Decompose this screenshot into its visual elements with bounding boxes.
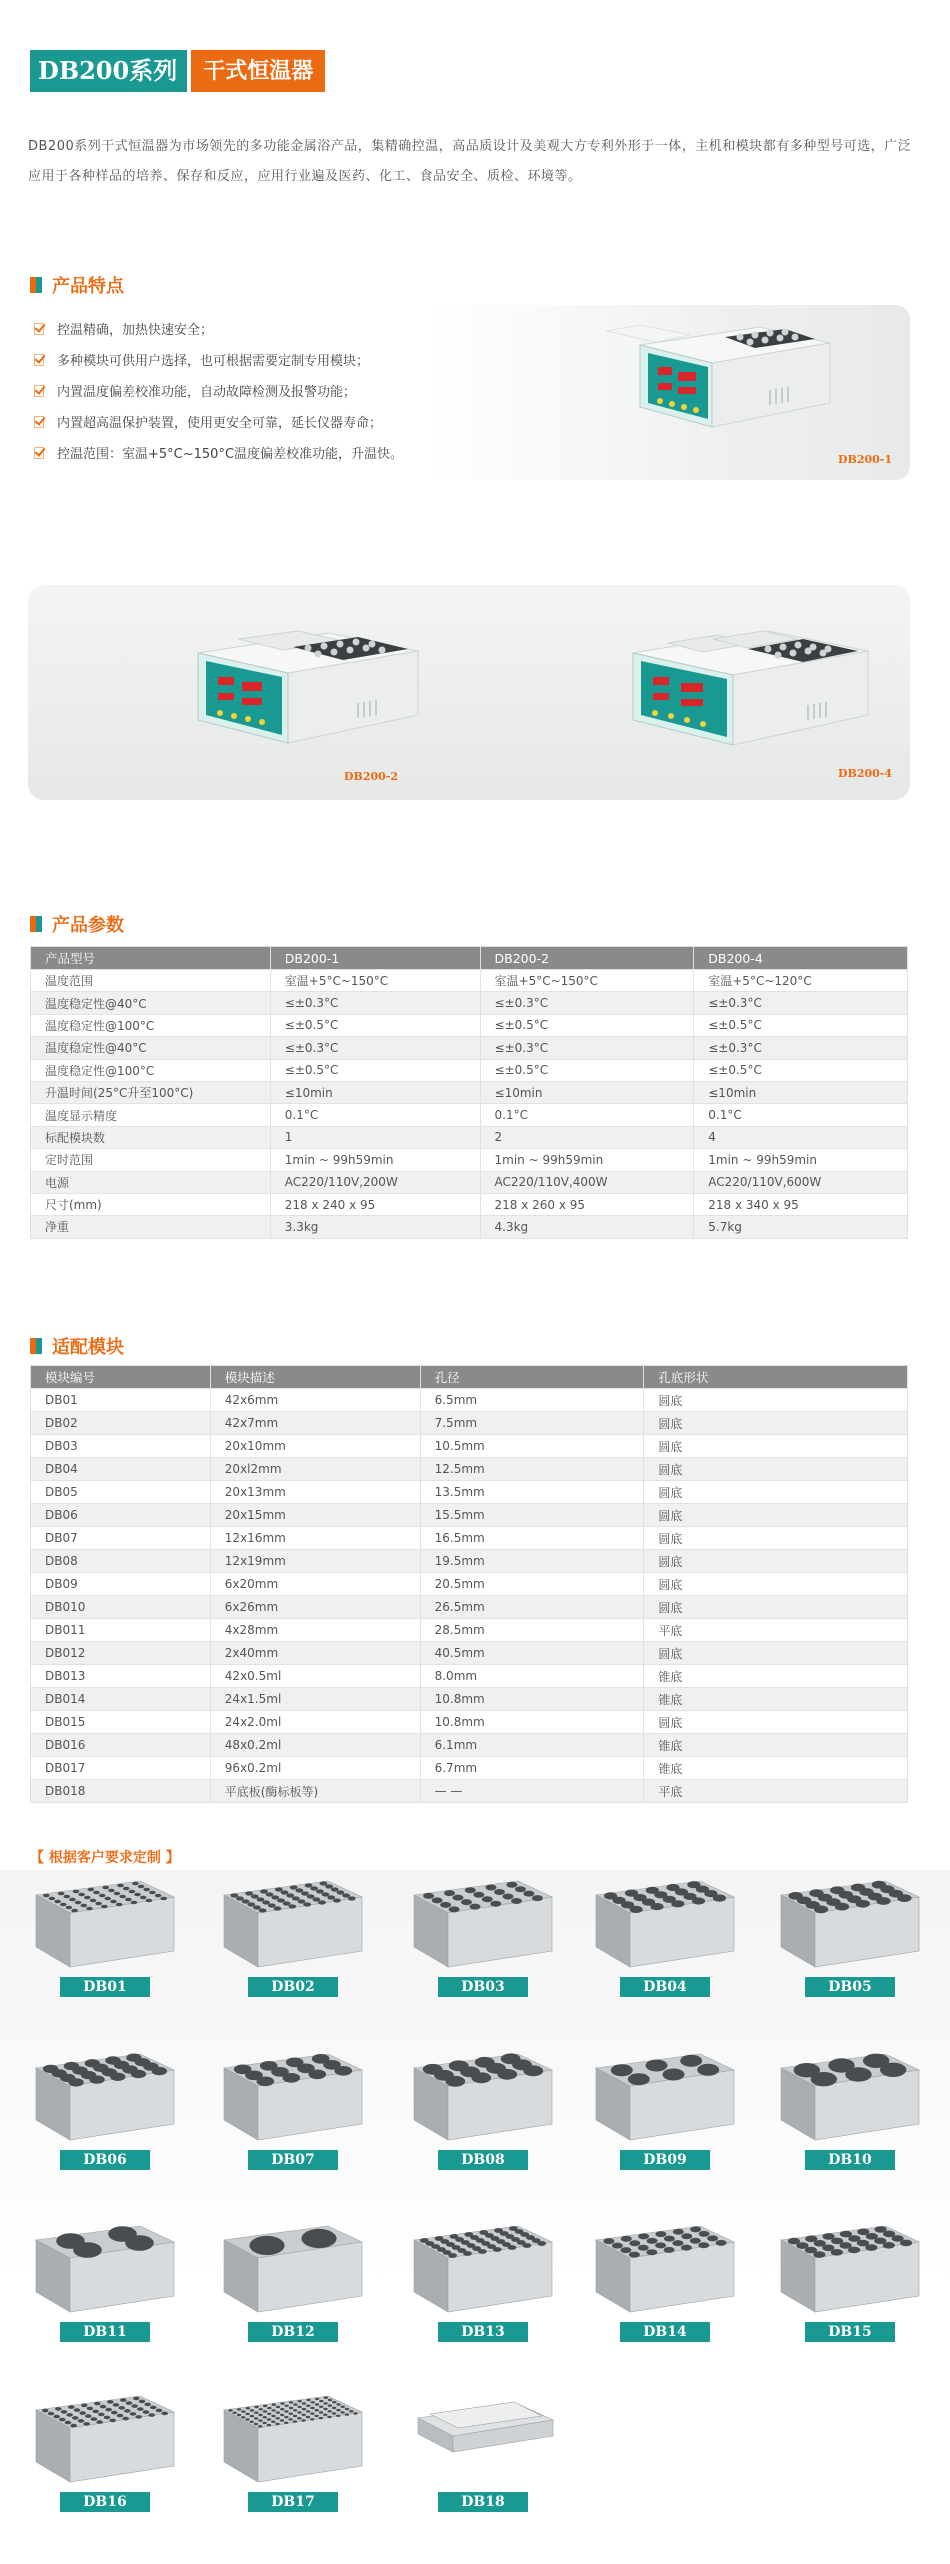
modules-row-cell: 20x10mm xyxy=(210,1435,420,1458)
module-block-label: DB10 xyxy=(805,2150,895,2170)
modules-row-cell: 20xl2mm xyxy=(210,1458,420,1481)
modules-row xyxy=(31,1596,908,1619)
module-block-image xyxy=(590,2220,740,2320)
checkbox-icon xyxy=(34,322,47,335)
module-block-label: DB16 xyxy=(60,2492,150,2512)
module-block-db08 xyxy=(408,2048,558,2173)
params-row-cell: ≤±0.3°C xyxy=(480,992,694,1014)
modules-title: 适配模块 xyxy=(52,1337,124,1358)
module-block-image xyxy=(775,1875,925,1975)
module-block-label: DB05 xyxy=(805,1977,895,1997)
modules-row-cell: 16.5mm xyxy=(420,1527,644,1550)
modules-row-cell: 96x0.2ml xyxy=(210,1757,420,1780)
module-block-db09 xyxy=(590,2048,740,2173)
modules-row xyxy=(31,1688,908,1711)
modules-row-cell: 12x19mm xyxy=(210,1550,420,1573)
module-block-image xyxy=(408,2390,558,2490)
modules-row-cell: 6.7mm xyxy=(420,1757,644,1780)
modules-row-cell: DB018 xyxy=(31,1780,211,1803)
model-label-db200-1: DB200-1 xyxy=(838,453,893,466)
module-block-image xyxy=(408,2048,558,2148)
module-block-label: DB17 xyxy=(248,2492,338,2512)
module-block-image xyxy=(30,2390,180,2490)
params-row-cell: 定时范围 xyxy=(31,1149,271,1171)
module-gallery xyxy=(0,1870,950,2564)
product-title: 干式恒温器 xyxy=(191,50,325,92)
params-row-cell: 1min ~ 99h59min xyxy=(694,1149,908,1171)
feature-item: 内置温度偏差校准功能，自动故障检测及报警功能； xyxy=(34,375,403,406)
params-title: 产品参数 xyxy=(52,915,124,936)
module-block-db12 xyxy=(218,2220,368,2345)
modules-row-cell: 锥底 xyxy=(644,1734,908,1757)
modules-row-cell: 平底 xyxy=(644,1780,908,1803)
module-block-label: DB18 xyxy=(438,2492,528,2512)
checkbox-icon xyxy=(34,384,47,397)
module-block-label: DB12 xyxy=(248,2322,338,2342)
feature-item: 控温精确，加热快速安全； xyxy=(34,313,403,344)
module-block-image xyxy=(408,1875,558,1975)
params-row xyxy=(31,1193,908,1215)
params-row xyxy=(31,1104,908,1126)
modules-row-cell: 20x13mm xyxy=(210,1481,420,1504)
params-row-cell: ≤±0.5°C xyxy=(694,1059,908,1081)
series-title: DB200系列 xyxy=(30,50,187,92)
modules-row-cell: 锥底 xyxy=(644,1688,908,1711)
module-block-image xyxy=(30,2220,180,2320)
checkbox-icon xyxy=(34,353,47,366)
module-block-image xyxy=(30,2048,180,2148)
modules-row-cell: DB014 xyxy=(31,1688,211,1711)
module-block-image xyxy=(408,2220,558,2320)
modules-row-cell: 28.5mm xyxy=(420,1619,644,1642)
features-title: 产品特点 xyxy=(52,276,124,297)
module-block-db06 xyxy=(30,2048,180,2173)
db200-1-device-image xyxy=(600,315,835,455)
params-row-cell: ≤10min xyxy=(694,1081,908,1103)
params-row-cell: 1min ~ 99h59min xyxy=(480,1149,694,1171)
modules-row xyxy=(31,1481,908,1504)
modules-row-cell: 圆底 xyxy=(644,1642,908,1665)
params-row-cell: 尺寸(mm) xyxy=(31,1193,271,1215)
modules-row-cell: 圆底 xyxy=(644,1550,908,1573)
modules-row-cell: DB02 xyxy=(31,1412,211,1435)
module-block-db03 xyxy=(408,1875,558,2000)
params-row-cell: 5.7kg xyxy=(694,1216,908,1238)
modules-row-cell: 26.5mm xyxy=(420,1596,644,1619)
params-row-cell: ≤±0.3°C xyxy=(270,1037,480,1059)
params-row-cell: 4 xyxy=(694,1126,908,1148)
module-block-label: DB04 xyxy=(620,1977,710,1997)
modules-row xyxy=(31,1458,908,1481)
params-row-cell: ≤10min xyxy=(480,1081,694,1103)
modules-row xyxy=(31,1711,908,1734)
modules-row-cell: DB012 xyxy=(31,1642,211,1665)
modules-row xyxy=(31,1619,908,1642)
modules-row-cell: DB05 xyxy=(31,1481,211,1504)
module-block-db18 xyxy=(408,2390,558,2515)
params-row-cell: 温度稳定性@100°C xyxy=(31,1014,271,1036)
modules-row xyxy=(31,1550,908,1573)
module-block-label: DB15 xyxy=(805,2322,895,2342)
module-block-image xyxy=(590,2048,740,2148)
modules-row xyxy=(31,1734,908,1757)
module-block-image xyxy=(30,1875,180,1975)
modules-row xyxy=(31,1573,908,1596)
params-row-cell: 1 xyxy=(270,1126,480,1148)
params-header-row: 产品型号 DB200-1 DB200-2 DB200-4 xyxy=(31,947,908,970)
params-row-cell: ≤±0.5°C xyxy=(694,1014,908,1036)
params-row-cell: 0.1°C xyxy=(270,1104,480,1126)
intro-paragraph: DB200系列干式恒温器为市场领先的多功能金属浴产品，集精确控温，高品质设计及美观大方专利外形于一体，主机和模块都有多种型号可选，广泛应用于各种样品的培养、保存和反应，应用行业遍及医药、化工、食品安全、质检、环境等。 xyxy=(28,139,912,184)
module-block-image xyxy=(775,2220,925,2320)
params-row-cell: 室温+5°C~120°C xyxy=(694,970,908,992)
section-marker-icon xyxy=(30,277,42,293)
params-row-cell: ≤±0.3°C xyxy=(270,992,480,1014)
modules-header-row: 模块编号 模块描述 孔径 孔底形状 xyxy=(31,1366,908,1389)
modules-row-cell: 圆底 xyxy=(644,1458,908,1481)
module-block-label: DB01 xyxy=(60,1977,150,1997)
params-row-cell: 1min ~ 99h59min xyxy=(270,1149,480,1171)
modules-row-cell: DB04 xyxy=(31,1458,211,1481)
module-block-label: DB06 xyxy=(60,2150,150,2170)
params-row xyxy=(31,1081,908,1103)
modules-row-cell: 圆底 xyxy=(644,1412,908,1435)
checkbox-icon xyxy=(34,415,47,428)
modules-row xyxy=(31,1780,908,1803)
modules-row-cell: 42x0.5ml xyxy=(210,1665,420,1688)
features-panel xyxy=(28,305,910,480)
db200-2-device-image xyxy=(168,625,428,765)
module-block-image xyxy=(218,1875,368,1975)
params-row-cell: ≤±0.5°C xyxy=(480,1014,694,1036)
params-row xyxy=(31,1216,908,1238)
params-row-cell: AC220/110V,200W xyxy=(270,1171,480,1193)
modules-row-cell: 10.8mm xyxy=(420,1688,644,1711)
modules-row-cell: 圆底 xyxy=(644,1573,908,1596)
module-block-image xyxy=(218,2390,368,2490)
modules-row xyxy=(31,1435,908,1458)
modules-row-cell: DB015 xyxy=(31,1711,211,1734)
features-heading xyxy=(30,272,124,298)
modules-row-cell: 圆底 xyxy=(644,1481,908,1504)
params-row-cell: 室温+5°C~150°C xyxy=(270,970,480,992)
module-block-db05 xyxy=(775,1875,925,2000)
modules-row-cell: 24x2.0ml xyxy=(210,1711,420,1734)
params-row xyxy=(31,1059,908,1081)
modules-row-cell: DB017 xyxy=(31,1757,211,1780)
modules-row-cell: 4x28mm xyxy=(210,1619,420,1642)
modules-row-cell: 10.5mm xyxy=(420,1435,644,1458)
params-row-cell: 3.3kg xyxy=(270,1216,480,1238)
features-list xyxy=(34,313,403,468)
modules-row-cell: 24x1.5ml xyxy=(210,1688,420,1711)
params-row-cell: 升温时间(25°C升至100°C) xyxy=(31,1081,271,1103)
params-heading xyxy=(30,911,124,937)
feature-item: 多种模块可供用户选择，也可根据需要定制专用模块； xyxy=(34,344,403,375)
params-row xyxy=(31,992,908,1014)
params-row-cell: ≤10min xyxy=(270,1081,480,1103)
module-block-label: DB08 xyxy=(438,2150,528,2170)
modules-row-cell: DB016 xyxy=(31,1734,211,1757)
params-row-cell: 218 x 260 x 95 xyxy=(480,1193,694,1215)
module-block-db07 xyxy=(218,2048,368,2173)
module-block-label: DB13 xyxy=(438,2322,528,2342)
params-row-cell: 218 x 240 x 95 xyxy=(270,1193,480,1215)
module-block-db15 xyxy=(775,2220,925,2345)
modules-row-cell: 20x15mm xyxy=(210,1504,420,1527)
modules-row xyxy=(31,1412,908,1435)
modules-row-cell: 平底 xyxy=(644,1619,908,1642)
modules-row-cell: DB01 xyxy=(31,1389,211,1412)
params-row-cell: AC220/110V,400W xyxy=(480,1171,694,1193)
modules-row xyxy=(31,1504,908,1527)
modules-row-cell: 圆底 xyxy=(644,1596,908,1619)
params-table xyxy=(30,946,908,1239)
params-row-cell: 温度范围 xyxy=(31,970,271,992)
module-block-label: DB07 xyxy=(248,2150,338,2170)
modules-row-cell: DB06 xyxy=(31,1504,211,1527)
modules-row-cell: DB08 xyxy=(31,1550,211,1573)
module-block-label: DB11 xyxy=(60,2322,150,2342)
module-block-db16 xyxy=(30,2390,180,2515)
modules-row-cell: DB010 xyxy=(31,1596,211,1619)
modules-row-cell: 6x20mm xyxy=(210,1573,420,1596)
modules-row-cell: 圆底 xyxy=(644,1504,908,1527)
modules-row-cell: DB07 xyxy=(31,1527,211,1550)
model-label-db200-2: DB200-2 xyxy=(344,770,399,783)
db200-4-device-image xyxy=(603,625,878,765)
params-row-cell: 室温+5°C~150°C xyxy=(480,970,694,992)
modules-row-cell: 15.5mm xyxy=(420,1504,644,1527)
modules-row-cell: 19.5mm xyxy=(420,1550,644,1573)
model-label-db200-4: DB200-4 xyxy=(838,767,893,780)
modules-heading xyxy=(30,1333,124,1359)
module-block-label: DB03 xyxy=(438,1977,528,1997)
params-row-cell: ≤±0.3°C xyxy=(480,1037,694,1059)
modules-row-cell: 42x6mm xyxy=(210,1389,420,1412)
modules-row-cell: 6x26mm xyxy=(210,1596,420,1619)
params-row-cell: 标配模块数 xyxy=(31,1126,271,1148)
params-row xyxy=(31,1149,908,1171)
checkbox-icon xyxy=(34,446,47,459)
modules-row-cell: 13.5mm xyxy=(420,1481,644,1504)
modules-row-cell: 平底板(酶标板等) xyxy=(210,1780,420,1803)
modules-row xyxy=(31,1642,908,1665)
modules-row-cell: 42x7mm xyxy=(210,1412,420,1435)
params-row-cell: 温度稳定性@40°C xyxy=(31,1037,271,1059)
params-row xyxy=(31,970,908,992)
module-block-db13 xyxy=(408,2220,558,2345)
params-row-cell: 电源 xyxy=(31,1171,271,1193)
modules-row-cell: 48x0.2ml xyxy=(210,1734,420,1757)
params-row xyxy=(31,1037,908,1059)
modules-row-cell: 圆底 xyxy=(644,1389,908,1412)
params-row-cell: 4.3kg xyxy=(480,1216,694,1238)
feature-item: 内置超高温保护装置，使用更安全可靠，延长仪器寿命； xyxy=(34,406,403,437)
params-row-cell: 温度显示精度 xyxy=(31,1104,271,1126)
module-block-db04 xyxy=(590,1875,740,2000)
section-marker-icon xyxy=(30,916,42,932)
custom-label: 【 根据客户要求定制 】 xyxy=(30,1850,180,1866)
modules-row-cell: 12x16mm xyxy=(210,1527,420,1550)
module-block-image xyxy=(218,2048,368,2148)
module-block-db17 xyxy=(218,2390,368,2515)
params-row-cell: 0.1°C xyxy=(694,1104,908,1126)
section-marker-icon xyxy=(30,1338,42,1354)
module-block-db14 xyxy=(590,2220,740,2345)
module-block-image xyxy=(775,2048,925,2148)
params-row xyxy=(31,1126,908,1148)
modules-row-cell: 20.5mm xyxy=(420,1573,644,1596)
modules-row-cell: DB013 xyxy=(31,1665,211,1688)
params-row-cell: 218 x 340 x 95 xyxy=(694,1193,908,1215)
modules-row-cell: — — xyxy=(420,1780,644,1803)
devices-panel xyxy=(28,585,910,800)
params-row-cell: ≤±0.5°C xyxy=(270,1059,480,1081)
modules-table xyxy=(30,1365,908,1803)
feature-item: 控温范围：室温+5°C~150°C温度偏差校准功能，升温快。 xyxy=(34,437,403,468)
modules-row xyxy=(31,1665,908,1688)
params-row-cell: ≤±0.3°C xyxy=(694,992,908,1014)
params-row-cell: 温度稳定性@40°C xyxy=(31,992,271,1014)
module-block-label: DB14 xyxy=(620,2322,710,2342)
params-row-cell: ≤±0.3°C xyxy=(694,1037,908,1059)
params-row-cell: 2 xyxy=(480,1126,694,1148)
params-row-cell: 净重 xyxy=(31,1216,271,1238)
modules-row-cell: 10.8mm xyxy=(420,1711,644,1734)
modules-row-cell: 8.0mm xyxy=(420,1665,644,1688)
modules-row-cell: 2x40mm xyxy=(210,1642,420,1665)
module-block-db02 xyxy=(218,1875,368,2000)
modules-row-cell: 7.5mm xyxy=(420,1412,644,1435)
modules-row-cell: 6.1mm xyxy=(420,1734,644,1757)
modules-row xyxy=(31,1389,908,1412)
params-row-cell: 温度稳定性@100°C xyxy=(31,1059,271,1081)
modules-row-cell: 40.5mm xyxy=(420,1642,644,1665)
modules-row-cell: 圆底 xyxy=(644,1527,908,1550)
params-row-cell: AC220/110V,600W xyxy=(694,1171,908,1193)
modules-row xyxy=(31,1527,908,1550)
module-block-image xyxy=(218,2220,368,2320)
modules-row-cell: 12.5mm xyxy=(420,1458,644,1481)
modules-row-cell: 锥底 xyxy=(644,1665,908,1688)
module-block-image xyxy=(590,1875,740,1975)
params-row-cell: ≤±0.5°C xyxy=(270,1014,480,1036)
module-block-label: DB02 xyxy=(248,1977,338,1997)
modules-row-cell: DB011 xyxy=(31,1619,211,1642)
modules-row-cell: 圆底 xyxy=(644,1711,908,1734)
modules-row-cell: DB03 xyxy=(31,1435,211,1458)
modules-row-cell: DB09 xyxy=(31,1573,211,1596)
modules-row-cell: 锥底 xyxy=(644,1757,908,1780)
module-block-db01 xyxy=(30,1875,180,2000)
params-row xyxy=(31,1014,908,1036)
params-row-cell: ≤±0.5°C xyxy=(480,1059,694,1081)
page-header xyxy=(30,50,325,92)
params-row xyxy=(31,1171,908,1193)
modules-row xyxy=(31,1757,908,1780)
module-block-db10 xyxy=(775,2048,925,2173)
module-block-db11 xyxy=(30,2220,180,2345)
modules-row-cell: 6.5mm xyxy=(420,1389,644,1412)
module-block-label: DB09 xyxy=(620,2150,710,2170)
modules-row-cell: 圆底 xyxy=(644,1435,908,1458)
params-row-cell: 0.1°C xyxy=(480,1104,694,1126)
